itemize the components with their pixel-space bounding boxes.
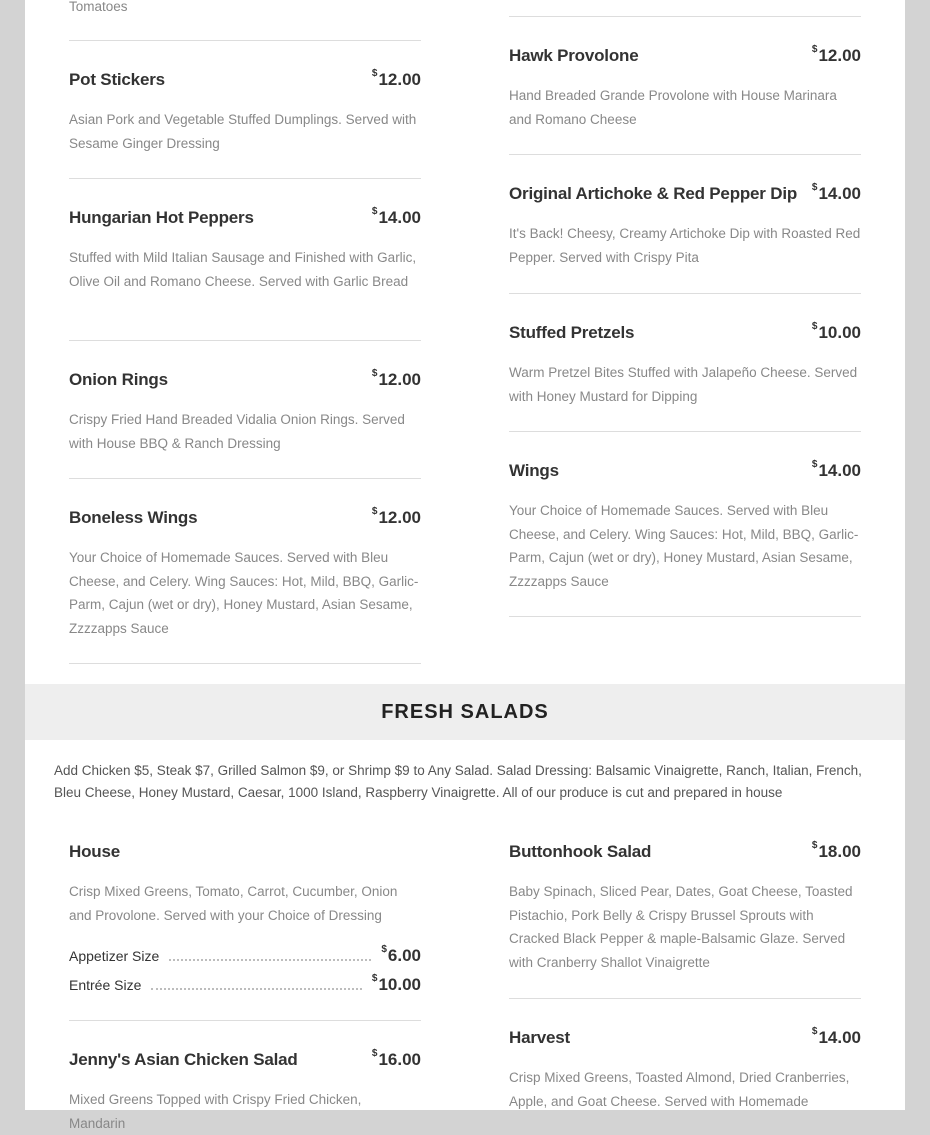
section-note: Add Chicken $5, Steak $7, Grilled Salmon $9, or Shrimp $9 to Any Salad. Salad Dressing: Balsamic Vinaigrette, Ranch, Italian, French, Bleu Cheese, Honey Mustard, Caesar, 1000 Island, Raspberry Vinaigrette. All of our produce is cut and prepared in house bbox=[54, 763, 862, 800]
salads-left-column bbox=[69, 842, 421, 1131]
size-label: Appetizer Size bbox=[69, 947, 160, 964]
item-description: Baby Spinach, Sliced Pear, Dates, Goat Cheese, Toasted Pistachio, Pork Belly & Crispy Brussel Sprouts with Cracked Black Pepper & maple-Balsamic Glaze. Served with Cranberry Shallot Vinaigrette bbox=[509, 884, 853, 970]
item-description: It's Back! Cheesy, Creamy Artichoke Dip with Roasted Red Pepper. Served with Crispy Pita bbox=[509, 226, 861, 265]
item-price bbox=[372, 208, 421, 228]
size-label: Entrée Size bbox=[69, 976, 142, 993]
menu-item bbox=[509, 46, 861, 131]
divider bbox=[69, 1020, 421, 1021]
item-name: Onion Rings bbox=[69, 370, 168, 389]
menu-item bbox=[509, 1028, 861, 1113]
menu-item bbox=[69, 70, 421, 155]
divider bbox=[69, 340, 421, 341]
item-price bbox=[812, 323, 861, 343]
currency-symbol: $ bbox=[371, 206, 378, 217]
appetizers-right-column bbox=[509, 0, 861, 680]
menu-item bbox=[509, 461, 861, 593]
item-description: Stuffed with Mild Italian Sausage and Finished with Garlic, Olive Oil and Romano Cheese. Served with Garlic Bread bbox=[69, 250, 417, 289]
item-price bbox=[372, 70, 421, 90]
section-header bbox=[25, 684, 905, 740]
menu-item bbox=[509, 323, 861, 408]
price-value: 14.00 bbox=[818, 461, 861, 480]
item-price bbox=[372, 508, 421, 528]
currency-symbol: $ bbox=[811, 182, 818, 193]
menu-item bbox=[69, 508, 421, 640]
item-name: Wings bbox=[509, 461, 559, 480]
item-price bbox=[812, 184, 861, 204]
item-price bbox=[812, 842, 861, 862]
divider bbox=[509, 293, 861, 294]
currency-symbol: $ bbox=[811, 1026, 818, 1037]
item-name: Pot Stickers bbox=[69, 70, 165, 89]
item-description: Your Choice of Homemade Sauces. Served with Bleu Cheese, and Celery. Wing Sauces: Hot, Mild, BBQ, Garlic-Parm, Cajun (wet or dry), Honey Mustard, Asian Sesame, Zzzzapps Sauce bbox=[509, 503, 859, 589]
divider bbox=[509, 616, 861, 617]
item-price bbox=[812, 1028, 861, 1048]
currency-symbol: $ bbox=[371, 506, 378, 517]
price-value: 14.00 bbox=[818, 1028, 861, 1047]
size-option bbox=[69, 970, 421, 999]
currency-symbol: $ bbox=[811, 44, 818, 55]
divider bbox=[69, 478, 421, 479]
leader-dots bbox=[151, 988, 362, 990]
price-value: 12.00 bbox=[818, 46, 861, 65]
price-value: 12.00 bbox=[378, 70, 421, 89]
price-value: 6.00 bbox=[387, 945, 421, 965]
currency-symbol: $ bbox=[381, 943, 387, 955]
divider bbox=[509, 16, 861, 17]
divider bbox=[69, 663, 421, 664]
item-price bbox=[812, 461, 861, 481]
leader-dots bbox=[169, 959, 371, 961]
price-value: 12.00 bbox=[378, 370, 421, 389]
size-price bbox=[381, 943, 421, 966]
price-value: 18.00 bbox=[818, 842, 861, 861]
divider bbox=[509, 998, 861, 999]
divider bbox=[69, 40, 421, 41]
currency-symbol: $ bbox=[811, 840, 818, 851]
currency-symbol: $ bbox=[811, 459, 818, 470]
size-options bbox=[69, 941, 421, 999]
item-name: Jenny's Asian Chicken Salad bbox=[69, 1050, 298, 1069]
size-price bbox=[371, 972, 421, 995]
item-name: Hawk Provolone bbox=[509, 46, 639, 65]
item-description: Crisp Mixed Greens, Toasted Almond, Dried Cranberries, Apple, and Goat Cheese. Served with Homemade bbox=[509, 1070, 850, 1109]
item-price bbox=[372, 1050, 421, 1070]
previous-item-description-fragment: Tomatoes bbox=[69, 0, 128, 14]
item-description: Mixed Greens Topped with Crispy Fried Chicken, Mandarin bbox=[69, 1092, 362, 1131]
menu-item bbox=[69, 208, 421, 293]
menu-item bbox=[509, 184, 861, 269]
currency-symbol: $ bbox=[371, 368, 378, 379]
item-name: House bbox=[69, 842, 120, 861]
price-value: 10.00 bbox=[378, 974, 421, 994]
item-price bbox=[372, 370, 421, 390]
item-description: Your Choice of Homemade Sauces. Served with Bleu Cheese, and Celery. Wing Sauces: Hot, Mild, BBQ, Garlic-Parm, Cajun (wet or dry), Honey Mustard, Asian Sesame, Zzzzapps Sauce bbox=[69, 550, 419, 636]
item-description: Crisp Mixed Greens, Tomato, Carrot, Cucumber, Onion and Provolone. Served with your Choice of Dressing bbox=[69, 884, 398, 923]
page-background bbox=[5, 0, 925, 1131]
item-price bbox=[812, 46, 861, 66]
divider bbox=[509, 154, 861, 155]
menu-item bbox=[69, 842, 421, 999]
menu-item bbox=[509, 842, 861, 974]
menu-item bbox=[69, 1050, 421, 1135]
price-value: 10.00 bbox=[818, 323, 861, 342]
item-name: Original Artichoke & Red Pepper Dip bbox=[509, 184, 798, 203]
item-description: Asian Pork and Vegetable Stuffed Dumplings. Served with Sesame Ginger Dressing bbox=[69, 112, 417, 151]
currency-symbol: $ bbox=[371, 1048, 378, 1059]
size-option bbox=[69, 941, 421, 970]
item-name: Stuffed Pretzels bbox=[509, 323, 635, 342]
currency-symbol: $ bbox=[811, 321, 818, 332]
salads-right-column bbox=[509, 842, 861, 1110]
price-value: 12.00 bbox=[378, 508, 421, 527]
currency-symbol: $ bbox=[371, 972, 378, 984]
item-name: Buttonhook Salad bbox=[509, 842, 652, 861]
item-name: Harvest bbox=[509, 1028, 570, 1047]
price-value: 16.00 bbox=[378, 1050, 421, 1069]
divider bbox=[69, 178, 421, 179]
item-name: Boneless Wings bbox=[69, 508, 198, 527]
currency-symbol: $ bbox=[371, 68, 378, 79]
item-name: Hungarian Hot Peppers bbox=[69, 208, 254, 227]
item-description: Warm Pretzel Bites Stuffed with Jalapeño Cheese. Served with Honey Mustard for Dipping bbox=[509, 365, 858, 404]
menu-item bbox=[69, 370, 421, 455]
item-description: Crispy Fried Hand Breaded Vidalia Onion Rings. Served with House BBQ & Ranch Dressing bbox=[69, 412, 405, 451]
menu-sheet bbox=[25, 0, 905, 1131]
item-description: Hand Breaded Grande Provolone with House Marinara and Romano Cheese bbox=[509, 88, 837, 127]
appetizers-left-column bbox=[69, 0, 421, 680]
price-value: 14.00 bbox=[818, 184, 861, 203]
section-title: FRESH SALADS bbox=[381, 701, 549, 723]
price-value: 14.00 bbox=[378, 208, 421, 227]
divider bbox=[509, 431, 861, 432]
